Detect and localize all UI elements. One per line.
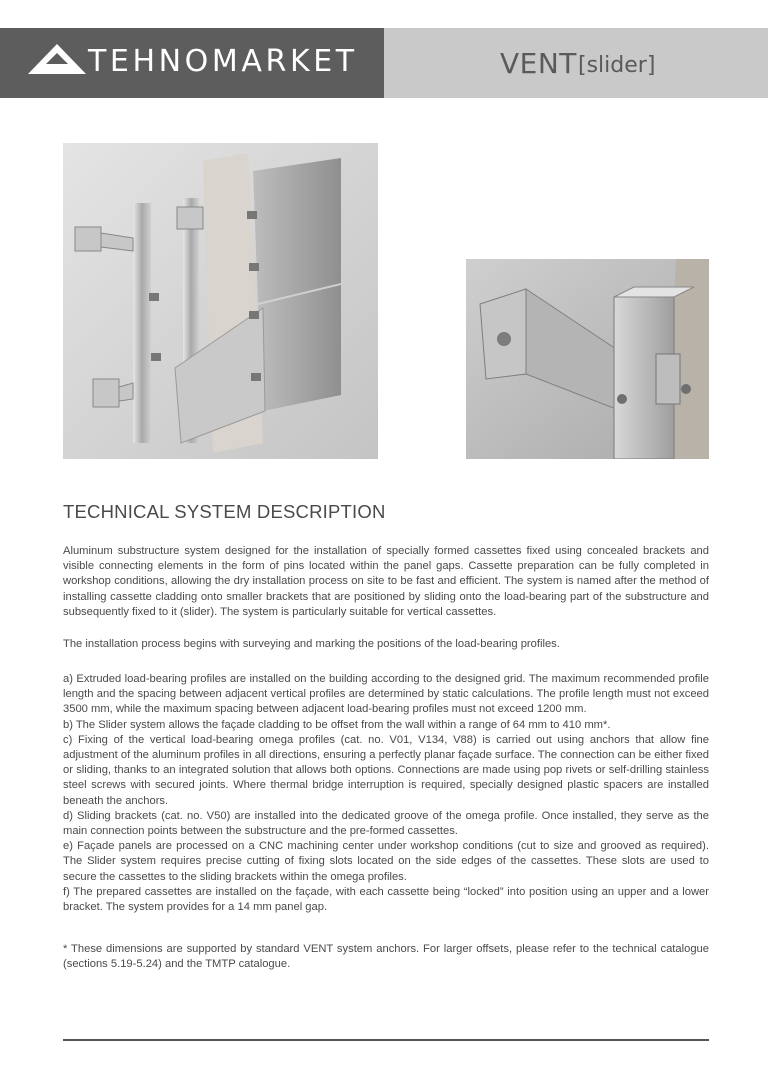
- facade-cassette-system-photo: [63, 143, 378, 459]
- main-photo: [63, 143, 378, 459]
- sliding-bracket-detail-photo: [466, 259, 709, 459]
- step-b: b) The Slider system allows the façade cladding to be offset from the wall within a range of 64 mm to 410 mm*.: [63, 718, 611, 731]
- steps-list: [63, 672, 709, 915]
- detail-photo: [466, 259, 709, 459]
- footer-divider: [63, 1039, 709, 1041]
- brand-name: TEHNOMARKET: [88, 44, 358, 79]
- step-d: d) Sliding brackets (cat. no. V50) are installed into the dedicated groove of the omega profile. Once installed, they serve as the main connection points between the substructure and the pre-formed cassettes.: [63, 809, 709, 838]
- footnote: * These dimensions are supported by standard VENT system anchors. For larger offsets, please refer to the technical catalogue (sections 5.19-5.24) and the TMTP catalogue.: [63, 943, 709, 971]
- step-c: c) Fixing of the vertical load-bearing omega profiles (cat. no. V01, V134, V88) is carried out using anchors that allow fine adjustment of the aluminum profiles in all directions, ensuring a perfectly planar façade surface. The connection can be either fixed or sliding, thanks to an integrated solution that allows both options. Connections are made using pop rivets or self-drilling stainless steel screws with secured joints. Where thermal bridge interruption is required, specially designed plastic spacers are installed beneath the anchors.: [63, 733, 709, 807]
- logo-triangle-icon: [28, 44, 86, 74]
- intro-paragraph: Aluminum substructure system designed for the installation of specially formed cassettes fixed using concealed brackets and visible connecting elements in the form of pins located within the panel gaps. Cassette preparation can be fully completed in workshop conditions, allowing the dry installation process on site to be fast and efficient. The system is named after the method of installing cassette cladding onto smaller brackets that are positioned by sliding onto the load-bearing part of the substructure and subsequently fixed to it (slider). The system is particularly suitable for vertical cassettes.: [63, 545, 709, 618]
- process-paragraph: The installation process begins with surveying and marking the positions of the load-bearing profiles.: [63, 638, 560, 650]
- product-name: VENT: [500, 47, 577, 80]
- step-f: f) The prepared cassettes are installed on the façade, with each cassette being “locked” into position using an upper and a lower bracket. The system provides for a 14 mm panel gap.: [63, 885, 709, 914]
- step-a: a) Extruded load-bearing profiles are installed on the building according to the designed grid. The maximum recommended profile length and the spacing between adjacent vertical profiles are determined by static calculations. The profile length must not exceed 3500 mm, while the maximum spacing between adjacent load-bearing profiles must not exceed 1200 mm.: [63, 673, 709, 716]
- section-title: TECHNICAL SYSTEM DESCRIPTION: [63, 501, 386, 522]
- step-e: e) Façade panels are processed on a CNC machining center under workshop conditions (cut to size and grooved as required). The Slider system requires precise cutting of fixing slots located on the side edges of the cassettes. These slots are used to secure the cassettes to the sliding brackets within the omega profiles.: [63, 840, 709, 883]
- product-variant: [slider]: [578, 53, 656, 78]
